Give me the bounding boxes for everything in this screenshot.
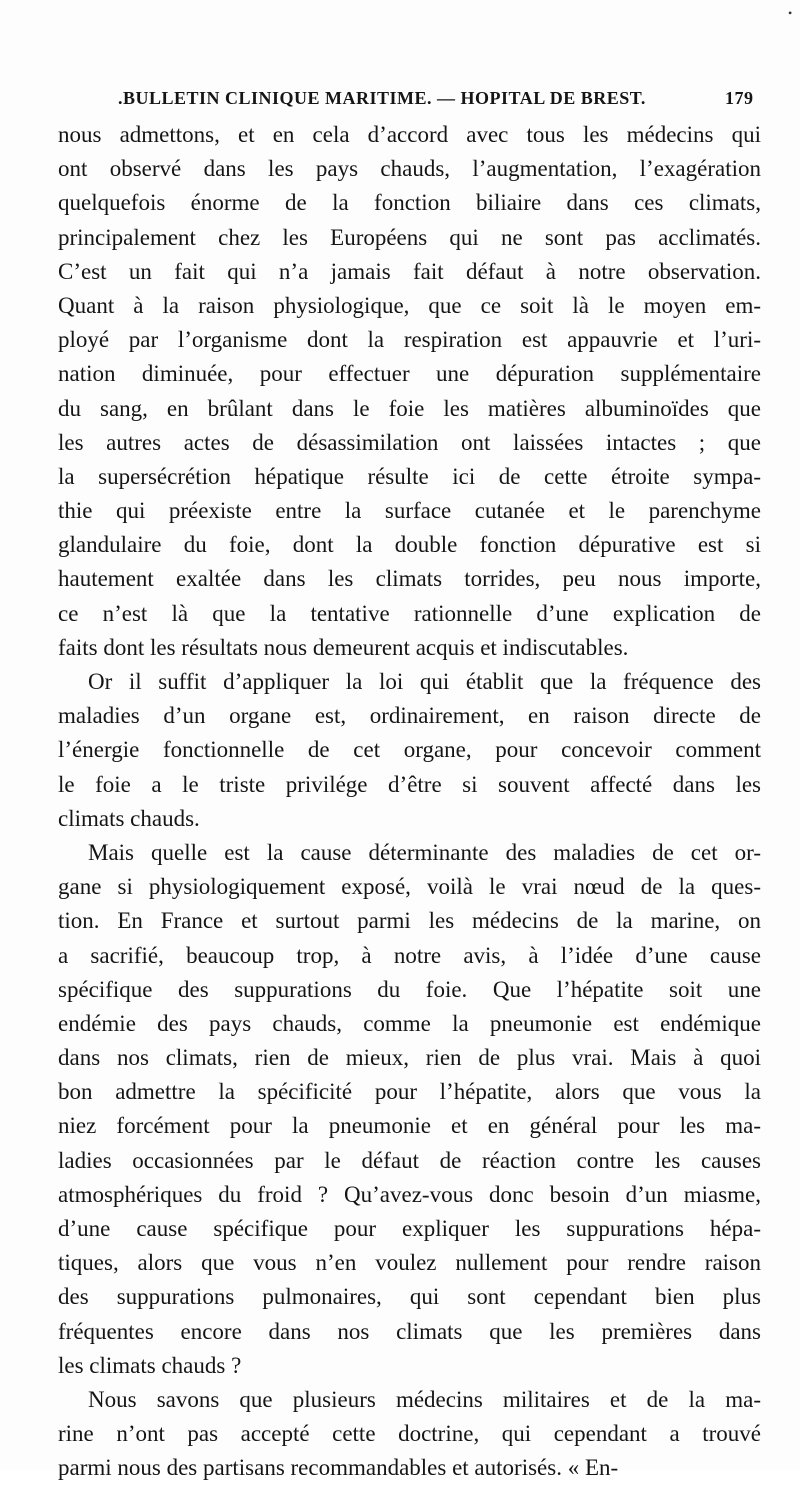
paragraph [58,118,761,665]
text-line: climats chauds. [58,805,200,831]
text-line: faits dont les résultats nous demeurent acquis et indiscutables. [58,634,629,660]
text-line: Quant à la raison physiologique, que ce soit là le moyen em- [58,292,761,318]
text-line: thie qui préexiste entre la surface cutanée et le parenchyme [58,498,761,524]
text-line: d’une cause spécifique pour expliquer les suppurations hépa- [58,1216,761,1241]
text-line: ont observé dans les pays chauds, l’augmentation, l’exagération [58,156,761,182]
text-line: tiques, alors que vous n’en voulez nullement pour rendre raison [58,1250,761,1276]
paragraph [58,665,761,836]
text-line: ployé par l’organisme dont la respiration est appauvrie et l’uri- [58,327,761,353]
text-line: quelquefois énorme de la fonction biliaire dans ces climats, [58,190,761,216]
text-line: atmosphériques du froid ? Qu’avez-vous donc besoin d’un miasme, [58,1181,761,1207]
text-line: hautement exaltée dans les climats torrides, peu nous importe, [58,566,761,592]
text-line: maladies d’un organe est, ordinairement, en raison directe de [58,703,761,729]
text-line: nous admettons, et en cela d’accord avec tous les médecins qui [58,122,761,147]
text-line: glandulaire du foie, dont la double fonction dépurative est si [58,532,761,558]
text-line: Or il suffit d’appliquer la loi qui établit que la fréquence des [88,669,761,694]
text-line: la supersécrétion hépatique résulte ici de cette étroite sympa- [58,463,761,489]
text-line: les autres actes de désassimilation ont laissées intactes ; que [58,429,761,455]
text-line: dans nos climats, rien de mieux, rien de plus vrai. Mais à quoi [58,1045,761,1071]
paragraph [58,836,761,1383]
text-line: du sang, en brûlant dans le foie les matières albuminoïdes que [58,395,761,421]
running-title: .BULLETIN CLINIQUE MARITIME. — HOPITAL DE BREST. [118,88,646,108]
text-line: ladies occasionnées par le défaut de réaction contre les causes [58,1147,761,1173]
text-line: nation diminuée, pour effectuer une dépuration supplémentaire [58,361,761,387]
text-line: ce n’est là que la tentative rationnelle d’une explication de [58,600,761,626]
text-line: C’est un fait qui n’a jamais fait défaut à notre observation. [58,258,761,284]
page-header [0,84,800,114]
text-line: parmi nous des partisans recommandables et autorisés. « En- [58,1455,619,1481]
margin-mark: • [788,6,793,20]
page-number: 179 [725,88,754,108]
text-line: niez forcément pour la pneumonie et en général pour les ma- [58,1113,761,1139]
text-line: principalement chez les Européens qui ne sont pas acclimatés. [58,224,761,250]
text-line: Nous savons que plusieurs médecins militaires et de la ma- [88,1386,761,1412]
text-line: rine n’ont pas accepté cette doctrine, qui cependant a trouvé [58,1421,761,1447]
text-line: le foie a le triste privilége d’être si souvent affecté dans les [58,771,761,797]
paragraph [58,1383,761,1486]
text-line: les climats chauds ? [58,1352,242,1378]
text-line: tion. En France et surtout parmi les médecins de la marine, on [58,908,761,934]
text-line: a sacrifié, beaucoup trop, à notre avis, à l’idée d’une cause [58,942,761,968]
text-line: bon admettre la spécificité pour l’hépatite, alors que vous la [58,1079,761,1105]
text-line: spécifique des suppurations du foie. Que l’hépatite soit une [58,976,761,1002]
text-line: fréquentes encore dans nos climats que les premières dans [58,1318,761,1344]
text-line: l’énergie fonctionnelle de cet organe, pour concevoir comment [58,737,761,763]
text-line: des suppurations pulmonaires, qui sont cependant bien plus [58,1284,761,1310]
text-line: endémie des pays chauds, comme la pneumonie est endémique [58,1010,761,1036]
body-text [58,118,761,1486]
text-line: Mais quelle est la cause déterminante des maladies de cet or- [88,839,761,865]
text-line: gane si physiologiquement exposé, voilà le vrai nœud de la ques- [58,874,761,900]
